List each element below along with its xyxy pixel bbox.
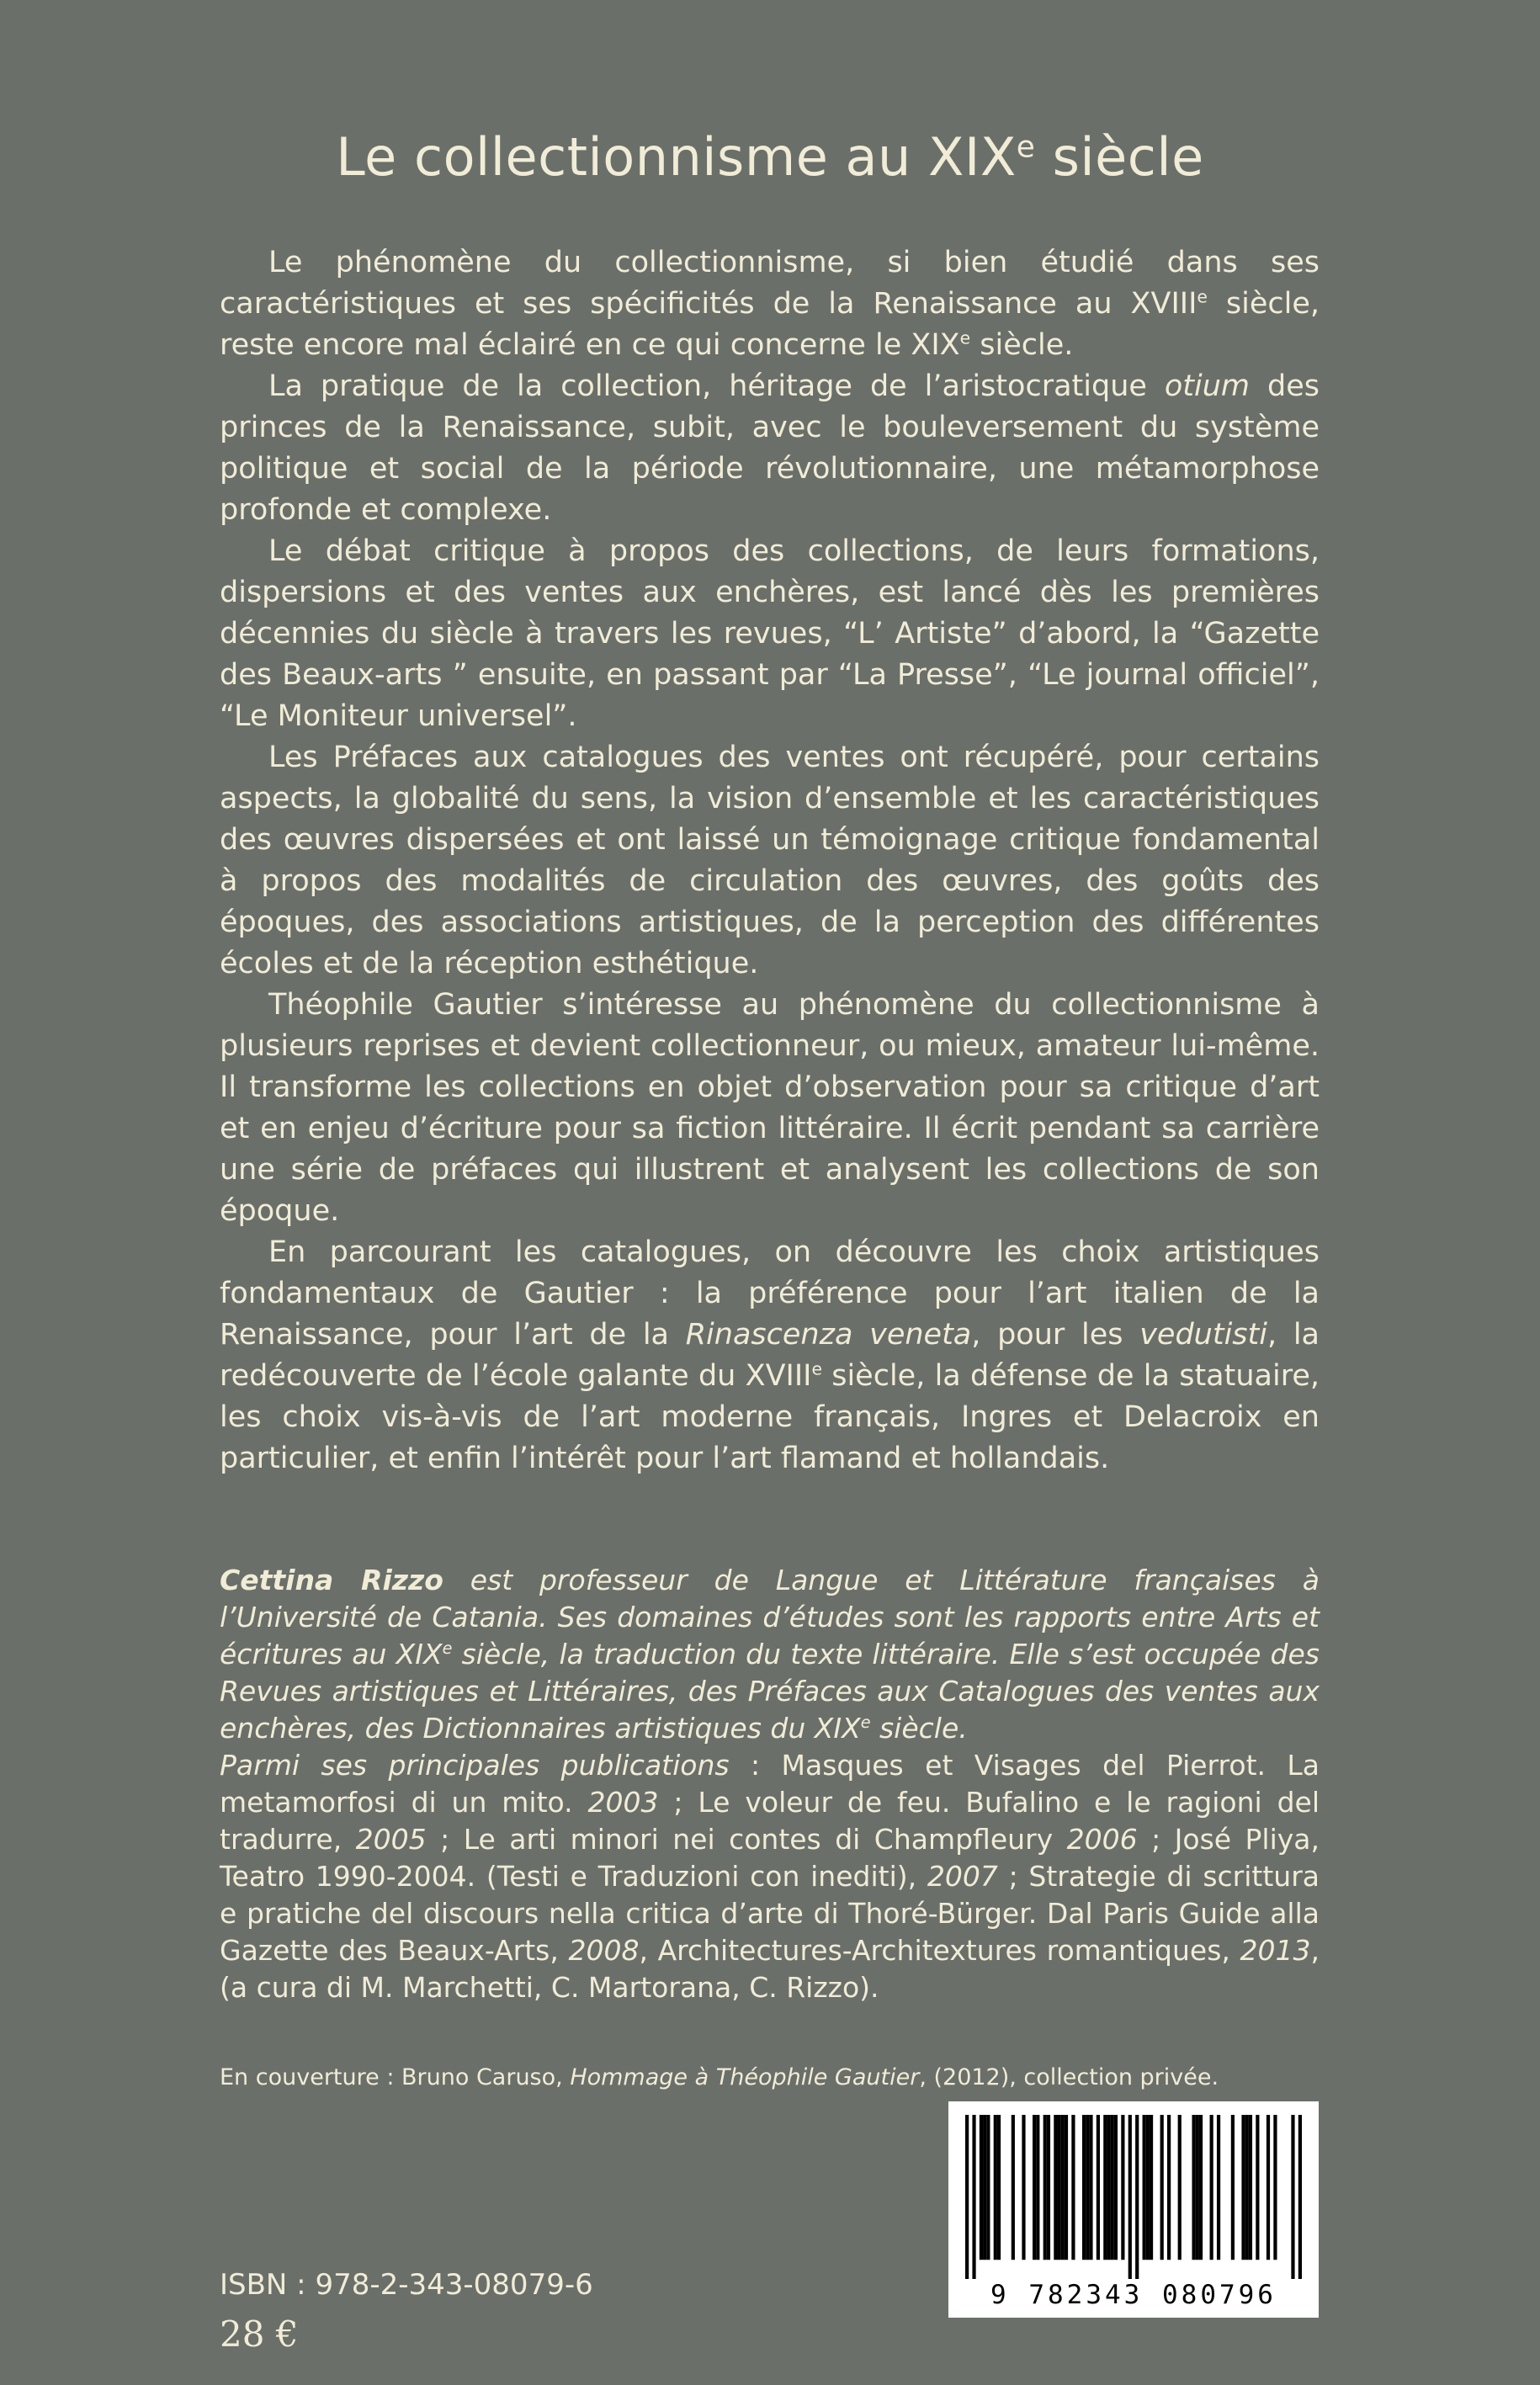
barcode-image [965, 2115, 1302, 2279]
synopsis [220, 242, 1320, 1479]
barcode [948, 2101, 1319, 2318]
synopsis-paragraph: Les Préfaces aux catalogues des ventes ont récupéré, pour certains aspects, la globalité du sens, la vision d’ensemble et les caractéristiques des œuvres dispersées et ont laissé un témoignage critique fondamental à propos des modalités de circulation des œuvres, des goûts des époques, des associations artistiques, de la perception des différentes écoles et de la réception esthétique. [220, 741, 1320, 980]
price: 28 € [220, 2313, 299, 2355]
author-bio-paragraph: Cettina Rizzo est professeur de Langue et Littérature françaises à l’Université de Catania. Ses domaines d’études sont les rapports entre Arts et écritures au XIXe siècle, la traduction du texte littéraire. Elle s’est occupée des Revues artistiques et Littéraires, des Préfaces aux Catalogues des ventes aux enchères, des Dictionnaires artistiques du XIXe siècle. [220, 1564, 1320, 1745]
synopsis-paragraph: Théophile Gautier s’intéresse au phénomène du collectionnisme à plusieurs reprises et devient collectionneur, ou mieux, amateur lui-même. Il transforme les collections en objet d’observation pour sa critique d’art et en enjeu d’écriture pour sa fiction littéraire. Il écrit pendant sa carrière une série de préfaces qui illustrent et analysent les collections de son époque. [220, 988, 1320, 1228]
isbn: ISBN : 978-2-343-08079-6 [220, 2268, 593, 2302]
barcode-number: 9 782343 080796 [990, 2280, 1277, 2310]
synopsis-paragraph: Le phénomène du collectionnisme, si bien étudié dans ses caractéristiques et ses spécificités de la Renaissance au XVIIIe siècle, reste encore mal éclairé en ce qui concerne le XIXe siècle. [220, 246, 1320, 362]
cover-credit: En couverture : Bruno Caruso, Hommage à Théophile Gautier, (2012), collection privée. [220, 2064, 1219, 2090]
synopsis-paragraph: La pratique de la collection, héritage de l’aristocratique otium des princes de la Renaissance, subit, avec le bouleversement du système politique et social de la période révolutionnaire, une métamorphose profonde et complexe. [220, 369, 1320, 527]
author-publications-paragraph: Parmi ses principales publications : Masques et Visages del Pierrot. La metamorfosi di un mito. 2003 ; Le voleur de feu. Bufalino e le ragioni del tradurre, 2005 ; Le arti minori nei contes di Champfleury 2006 ; José Pliya, Teatro 1990-2004. (Testi e Traduzioni con inediti), 2007 ; Strategie di scrittura e pratiche del discours nella critica d’arte di Thoré-Bürger. Dal Paris Guide alla Gazette des Beaux-Arts, 2008, Architectures-Architextures romantiques, 2013, (a cura di M. Marchetti, C. Martorana, C. Rizzo). [220, 1749, 1320, 2004]
page-title: Le collectionnisme au XIXe siècle [336, 126, 1204, 188]
synopsis-paragraph: Le débat critique à propos des collections, de leurs formations, dispersions et des ventes aux enchères, est lancé dès les premières décennies du siècle à travers les revues, “L’ Artiste” d’abord, la “Gazette des Beaux-arts ” ensuite, en passant par “La Presse”, “Le journal officiel”, “Le Moniteur universel”. [220, 534, 1320, 733]
author-bio [220, 1562, 1320, 2006]
synopsis-paragraph: En parcourant les catalogues, on découvre les choix artistiques fondamentaux de Gautier : la préférence pour l’art italien de la Renaissance, pour l’art de la Rinascenza veneta, pour les vedutisti, la redécouverte de l’école galante du XVIIIe siècle, la défense de la statuaire, les choix vis-à-vis de l’art moderne français, Ingres et Delacroix en particulier, et enfin l’intérêt pour l’art flamand et hollandais. [220, 1235, 1320, 1475]
